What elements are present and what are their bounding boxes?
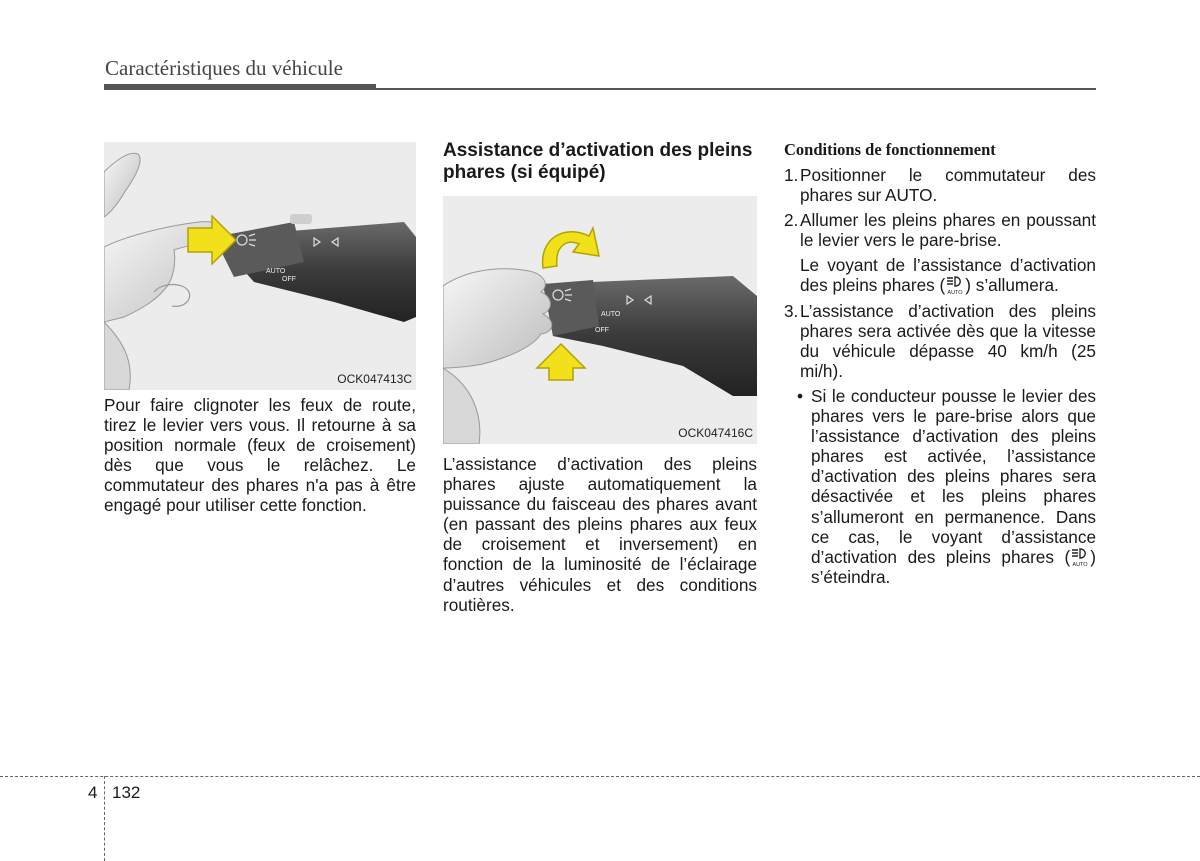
bullet-mark: •: [797, 385, 804, 406]
step-number: 1.: [784, 165, 799, 185]
section-title: Caractéristiques du véhicule: [105, 56, 343, 80]
stalk-illustration-1: [104, 142, 416, 390]
footer-vertical-rule: [104, 776, 105, 861]
switch-off-label: OFF: [595, 327, 609, 334]
header-rule-thick: [104, 84, 376, 90]
step-text: Positionner le commutateur des phares sur AUTO.: [800, 165, 1096, 206]
operating-steps: [784, 165, 1096, 587]
bullet-item: [784, 386, 1096, 587]
step-2: [784, 210, 1096, 295]
figure-pull-stalk: [104, 142, 416, 390]
switch-off-label: OFF: [282, 276, 296, 283]
step-1: [784, 165, 1096, 205]
high-beam-auto-icon: [945, 275, 965, 295]
figure-caption-1: OCK047413C: [337, 372, 412, 386]
bullet-text: Si le conducteur pousse le levier des phares vers le pare-brise alors que l’assistance d’activation des pleins phares est activée, l’assistance d’activation des pleins phares sera désactivée et les pleins phares s’allumeront en permanence. Dans ce cas, le voyant d’assistance d’activation des pleins phares ( AUTO ) s’éteindra.: [811, 385, 1096, 587]
step-note: Le voyant de l’assistance d’activation des pleins phares ( AUTO ) s’allumera.: [800, 255, 1096, 296]
paragraph-flash-high-beams: Pour faire clignoter les feux de route, tirez le levier vers vous. Il retourne à sa position normale (feux de croisement) dès que vous le relâchez. Le commutateur des phares n'a pas à être engagé pour utiliser cette fonction.: [104, 395, 416, 516]
icon-auto-label: AUTO: [1072, 561, 1088, 567]
figure-caption-2: OCK047416C: [678, 426, 753, 440]
rotate-arrow-icon: [543, 228, 599, 268]
heading-operating-conditions: Conditions de fonctionnement: [784, 140, 996, 159]
heading-high-beam-assist: Assistance d’activation des pleins phares (si équipé): [443, 140, 753, 183]
step-3: [784, 301, 1096, 381]
step-number: 3.: [784, 300, 799, 321]
step-text: L’assistance d’activation des pleins phares sera activée dès que la vitesse du véhicule dépasse 40 km/h (25 mi/h).: [800, 300, 1096, 381]
switch-auto-label: AUTO: [266, 268, 286, 275]
figure-push-stalk: [443, 196, 757, 444]
page-number: 132: [112, 783, 141, 802]
stalk-illustration-2: [443, 196, 757, 444]
header-rule-thin: [376, 88, 1096, 90]
paragraph-assist-description: L’assistance d’activation des pleins phares ajuste automatiquement la puissance du faisceau des phares avant (en passant des pleins phares aux feux de croisement et inversement) en fonction de la luminosité de l’éclairage d’autres véhicules et des conditions routières.: [443, 454, 757, 615]
high-beam-auto-icon: [1070, 547, 1090, 567]
icon-auto-label: AUTO: [947, 290, 963, 296]
switch-auto-label: AUTO: [601, 311, 621, 318]
push-arrow-icon: [537, 344, 585, 380]
footer-rule: [0, 776, 1200, 777]
step-text: Allumer les pleins phares en poussant le levier vers le pare-brise.: [800, 210, 1096, 251]
chapter-number: 4: [88, 783, 98, 802]
step-number: 2.: [784, 210, 799, 231]
